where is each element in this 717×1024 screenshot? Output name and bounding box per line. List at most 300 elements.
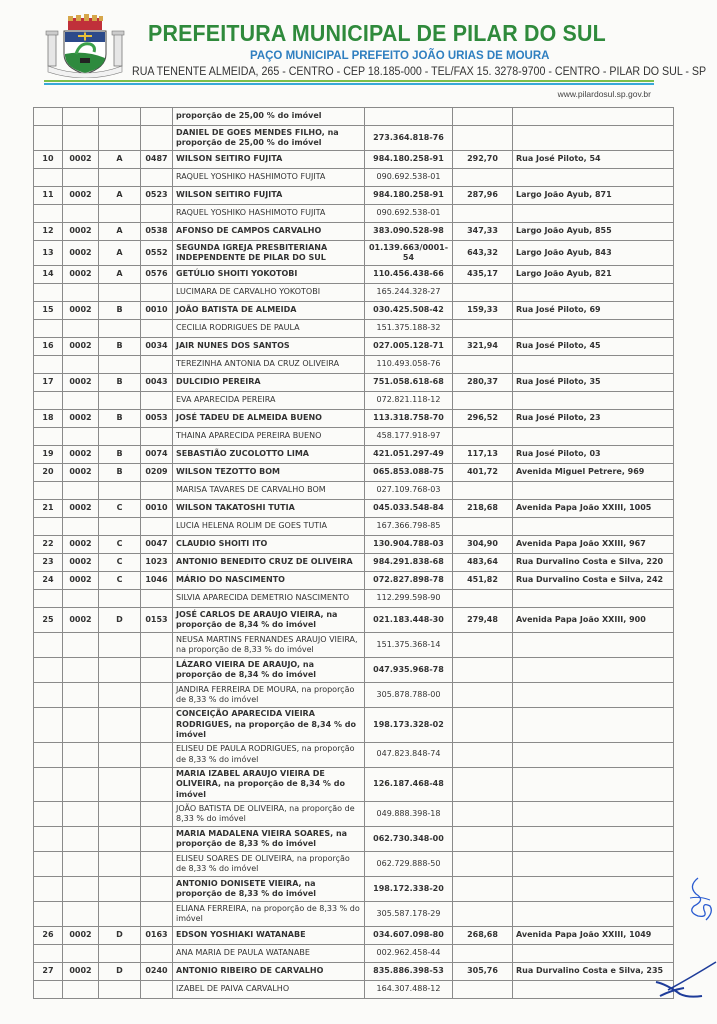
quadra-cell [63, 767, 99, 802]
owner-name: WILSON SEITIRO FUJITA [173, 187, 365, 205]
lote-cell [141, 320, 173, 338]
lote-cell: 0538 [141, 223, 173, 241]
row-number: 24 [34, 572, 63, 590]
cpf-cell: 049.888.398-18 [365, 802, 453, 827]
table-row [34, 554, 674, 572]
address-cell: Rua José Piloto, 54 [513, 151, 674, 169]
address-cell [513, 284, 674, 302]
lote-cell: 0010 [141, 302, 173, 320]
address-cell: Rua José Piloto, 35 [513, 374, 674, 392]
row-number [34, 981, 63, 999]
area-cell [453, 658, 513, 683]
owner-name: IZABEL DE PAIVA CARVALHO [173, 981, 365, 999]
letter-cell: A [99, 241, 141, 266]
table-body [34, 108, 674, 999]
owner-name: AFONSO DE CAMPOS CARVALHO [173, 223, 365, 241]
address-cell: Largo João Ayub, 843 [513, 241, 674, 266]
row-number [34, 320, 63, 338]
table-row [34, 302, 674, 320]
cpf-cell: 167.366.798-85 [365, 518, 453, 536]
owner-name: CONCEIÇÃO APARECIDA VIEIRA RODRIGUES, na proporção de 8,34 % do imóvel [173, 708, 365, 743]
area-cell [453, 590, 513, 608]
row-number: 14 [34, 266, 63, 284]
letter-cell: D [99, 608, 141, 633]
cpf-cell: 065.853.088-75 [365, 464, 453, 482]
quadra-cell [63, 205, 99, 223]
address-cell: Largo João Ayub, 821 [513, 266, 674, 284]
address-cell [513, 590, 674, 608]
quadra-cell [63, 633, 99, 658]
letter-cell: B [99, 302, 141, 320]
website-link[interactable]: www.pilardosul.sp.gov.br [557, 89, 651, 99]
lote-cell [141, 205, 173, 223]
row-number [34, 356, 63, 374]
quadra-cell: 0002 [63, 536, 99, 554]
cpf-cell: 072.827.898-78 [365, 572, 453, 590]
letter-cell [99, 683, 141, 708]
cpf-cell: 01.139.663/0001-54 [365, 241, 453, 266]
area-cell: 643,32 [453, 241, 513, 266]
row-number: 19 [34, 446, 63, 464]
row-number [34, 633, 63, 658]
quadra-cell [63, 852, 99, 877]
letter-cell [99, 356, 141, 374]
table-row [34, 108, 674, 126]
area-cell: 268,68 [453, 927, 513, 945]
row-number: 15 [34, 302, 63, 320]
quadra-cell: 0002 [63, 374, 99, 392]
lote-cell [141, 902, 173, 927]
row-number [34, 482, 63, 500]
quadra-cell [63, 827, 99, 852]
owner-name: SEBASTIÃO ZUCOLOTTO LIMA [173, 446, 365, 464]
cpf-cell: 062.730.348-00 [365, 827, 453, 852]
quadra-cell [63, 658, 99, 683]
lote-cell [141, 108, 173, 126]
area-cell [453, 877, 513, 902]
area-cell: 296,52 [453, 410, 513, 428]
address-cell [513, 708, 674, 743]
lote-cell [141, 852, 173, 877]
lote-cell: 0576 [141, 266, 173, 284]
area-cell [453, 683, 513, 708]
table-row [34, 608, 674, 633]
quadra-cell: 0002 [63, 223, 99, 241]
letter-cell [99, 320, 141, 338]
owner-name: CECILIA RODRIGUES DE PAULA [173, 320, 365, 338]
owner-name: ANA MARIA DE PAULA WATANABE [173, 945, 365, 963]
property-table [33, 107, 674, 999]
table-row [34, 742, 674, 767]
letter-cell [99, 205, 141, 223]
owner-name: ELISEU SOARES DE OLIVEIRA, na proporção de 8,33 % do imóvel [173, 852, 365, 877]
area-cell: 280,37 [453, 374, 513, 392]
letter-cell [99, 767, 141, 802]
row-number [34, 902, 63, 927]
lote-cell: 0043 [141, 374, 173, 392]
lote-cell [141, 482, 173, 500]
table-row [34, 410, 674, 428]
coat-of-arms-icon [44, 14, 126, 78]
quadra-cell: 0002 [63, 554, 99, 572]
address-cell [513, 108, 674, 126]
lote-cell [141, 356, 173, 374]
table-row [34, 963, 674, 981]
owner-name: JANDIRA FERREIRA DE MOURA, na proporção de 8,33 % do imóvel [173, 683, 365, 708]
quadra-cell: 0002 [63, 446, 99, 464]
area-cell [453, 108, 513, 126]
quadra-cell [63, 108, 99, 126]
letter-cell [99, 633, 141, 658]
owner-name: THAINA APARECIDA PEREIRA BUENO [173, 428, 365, 446]
lote-cell: 0487 [141, 151, 173, 169]
letter-cell [99, 518, 141, 536]
letter-cell [99, 802, 141, 827]
table-row [34, 338, 674, 356]
lote-cell [141, 683, 173, 708]
row-number: 10 [34, 151, 63, 169]
address-cell: Largo João Ayub, 871 [513, 187, 674, 205]
cpf-cell: 305.878.788-00 [365, 683, 453, 708]
lote-cell [141, 658, 173, 683]
cpf-cell: 151.375.368-14 [365, 633, 453, 658]
area-cell: 279,48 [453, 608, 513, 633]
table-row [34, 241, 674, 266]
owner-name: LUCIA HELENA ROLIM DE GOES TUTIA [173, 518, 365, 536]
letter-cell: B [99, 410, 141, 428]
lote-cell: 0209 [141, 464, 173, 482]
area-cell [453, 518, 513, 536]
lote-cell [141, 284, 173, 302]
letter-cell [99, 877, 141, 902]
letter-cell [99, 482, 141, 500]
address-cell [513, 852, 674, 877]
divider-blue [44, 83, 654, 85]
row-number: 21 [34, 500, 63, 518]
address-cell [513, 742, 674, 767]
quadra-cell [63, 877, 99, 902]
table-row [34, 802, 674, 827]
lote-cell [141, 518, 173, 536]
cpf-cell: 027.005.128-71 [365, 338, 453, 356]
cpf-cell: 458.177.918-97 [365, 428, 453, 446]
cpf-cell: 164.307.488-12 [365, 981, 453, 999]
cpf-cell: 090.692.538-01 [365, 169, 453, 187]
row-number: 13 [34, 241, 63, 266]
letter-cell: A [99, 223, 141, 241]
row-number [34, 852, 63, 877]
cpf-cell: 030.425.508-42 [365, 302, 453, 320]
area-cell: 305,76 [453, 963, 513, 981]
page-title: PREFEITURA MUNICIPAL DE PILAR DO SUL [148, 20, 606, 46]
row-number [34, 877, 63, 902]
row-number [34, 284, 63, 302]
lote-cell: 0163 [141, 927, 173, 945]
owner-name: GETÚLIO SHOITI YOKOTOBI [173, 266, 365, 284]
row-number [34, 658, 63, 683]
cpf-cell: 110.456.438-66 [365, 266, 453, 284]
cpf-cell: 198.173.328-02 [365, 708, 453, 743]
owner-name: WILSON SEITIRO FUJITA [173, 151, 365, 169]
area-cell [453, 852, 513, 877]
quadra-cell [63, 945, 99, 963]
address-cell [513, 428, 674, 446]
letter-cell: A [99, 151, 141, 169]
row-number: 27 [34, 963, 63, 981]
area-cell [453, 742, 513, 767]
area-cell [453, 827, 513, 852]
quadra-cell [63, 902, 99, 927]
cpf-cell: 021.183.448-30 [365, 608, 453, 633]
cpf-cell: 835.886.398-53 [365, 963, 453, 981]
address-cell [513, 482, 674, 500]
row-number: 16 [34, 338, 63, 356]
lote-cell [141, 742, 173, 767]
lote-cell [141, 126, 173, 151]
address-cell: Avenida Papa João XXIII, 1005 [513, 500, 674, 518]
cpf-cell: 027.109.768-03 [365, 482, 453, 500]
quadra-cell [63, 284, 99, 302]
row-number [34, 169, 63, 187]
quadra-cell [63, 320, 99, 338]
quadra-cell [63, 683, 99, 708]
row-number [34, 518, 63, 536]
owner-name: SILVIA APARECIDA DEMETRIO NASCIMENTO [173, 590, 365, 608]
row-number: 17 [34, 374, 63, 392]
row-number [34, 428, 63, 446]
lote-cell [141, 392, 173, 410]
address-line: RUA TENENTE ALMEIDA, 265 - CENTRO - CEP 18.185-000 - TEL/FAX 15. 3278-9700 - CENTRO - PILAR DO SUL - SP [132, 64, 707, 78]
address-cell [513, 518, 674, 536]
owner-name: JOÃO BATISTA DE OLIVEIRA, na proporção de 8,33 % do imóvel [173, 802, 365, 827]
address-cell [513, 683, 674, 708]
owner-name: LUCIMARA DE CARVALHO YOKOTOBI [173, 284, 365, 302]
table-row [34, 945, 674, 963]
address-cell [513, 356, 674, 374]
quadra-cell: 0002 [63, 302, 99, 320]
owner-name: ELISEU DE PAULA RODRIGUES, na proporção de 8,33 % do imóvel [173, 742, 365, 767]
signature-initials [684, 876, 714, 924]
lote-cell [141, 708, 173, 743]
area-cell [453, 205, 513, 223]
address-cell [513, 169, 674, 187]
letter-cell: D [99, 927, 141, 945]
letter-cell: A [99, 266, 141, 284]
area-cell: 435,17 [453, 266, 513, 284]
lote-cell: 0010 [141, 500, 173, 518]
address-cell: Avenida Papa João XXIII, 967 [513, 536, 674, 554]
quadra-cell [63, 482, 99, 500]
address-cell: Rua José Piloto, 45 [513, 338, 674, 356]
area-cell [453, 126, 513, 151]
owner-name: MARIA MADALENA VIEIRA SOARES, na proporção de 8,33 % do imóvel [173, 827, 365, 852]
lote-cell: 1023 [141, 554, 173, 572]
quadra-cell: 0002 [63, 500, 99, 518]
table-row [34, 708, 674, 743]
area-cell [453, 482, 513, 500]
quadra-cell: 0002 [63, 608, 99, 633]
letter-cell: B [99, 446, 141, 464]
address-cell: Largo João Ayub, 855 [513, 223, 674, 241]
area-cell [453, 428, 513, 446]
table-row [34, 683, 674, 708]
area-cell [453, 284, 513, 302]
table-row [34, 927, 674, 945]
quadra-cell: 0002 [63, 338, 99, 356]
quadra-cell: 0002 [63, 410, 99, 428]
quadra-cell: 0002 [63, 572, 99, 590]
lote-cell [141, 802, 173, 827]
area-cell [453, 981, 513, 999]
cpf-cell: 002.962.458-44 [365, 945, 453, 963]
quadra-cell [63, 392, 99, 410]
quadra-cell: 0002 [63, 464, 99, 482]
owner-name: EDSON YOSHIAKI WATANABE [173, 927, 365, 945]
area-cell [453, 169, 513, 187]
quadra-cell: 0002 [63, 963, 99, 981]
row-number: 25 [34, 608, 63, 633]
row-number [34, 708, 63, 743]
quadra-cell [63, 802, 99, 827]
letter-cell: B [99, 374, 141, 392]
area-cell [453, 802, 513, 827]
table-row [34, 827, 674, 852]
letter-cell [99, 126, 141, 151]
cpf-cell: 151.375.188-32 [365, 320, 453, 338]
quadra-cell [63, 428, 99, 446]
owner-name: MÁRIO DO NASCIMENTO [173, 572, 365, 590]
lote-cell [141, 633, 173, 658]
cpf-cell: 305.587.178-29 [365, 902, 453, 927]
letter-cell [99, 169, 141, 187]
owner-name: CLAUDIO SHOITI ITO [173, 536, 365, 554]
cpf-cell: 090.692.538-01 [365, 205, 453, 223]
lote-cell [141, 590, 173, 608]
area-cell [453, 945, 513, 963]
area-cell: 117,13 [453, 446, 513, 464]
row-number [34, 683, 63, 708]
address-cell: Rua José Piloto, 69 [513, 302, 674, 320]
table-row [34, 126, 674, 151]
cpf-cell: 047.935.968-78 [365, 658, 453, 683]
owner-name: ANTONIO DONISETE VIEIRA, na proporção de 8,33 % do imóvel [173, 877, 365, 902]
table-row [34, 205, 674, 223]
quadra-cell [63, 590, 99, 608]
letter-cell: D [99, 963, 141, 981]
owner-name: WILSON TEZOTTO BOM [173, 464, 365, 482]
letter-cell: C [99, 554, 141, 572]
cpf-cell: 984.180.258-91 [365, 151, 453, 169]
cpf-cell: 273.364.818-76 [365, 126, 453, 151]
letter-cell [99, 428, 141, 446]
lote-cell: 0034 [141, 338, 173, 356]
area-cell: 304,90 [453, 536, 513, 554]
table-row [34, 284, 674, 302]
address-cell [513, 126, 674, 151]
letter-cell [99, 708, 141, 743]
letter-cell: B [99, 464, 141, 482]
quadra-cell [63, 518, 99, 536]
owner-name: ANTONIO RIBEIRO DE CARVALHO [173, 963, 365, 981]
letter-cell [99, 284, 141, 302]
table-row [34, 877, 674, 902]
address-cell [513, 802, 674, 827]
owner-name: JOSÉ TADEU DE ALMEIDA BUENO [173, 410, 365, 428]
page-subtitle: PAÇO MUNICIPAL PREFEITO JOÃO URIAS DE MOURA [250, 50, 550, 62]
cpf-cell: 130.904.788-03 [365, 536, 453, 554]
quadra-cell [63, 169, 99, 187]
address-cell [513, 902, 674, 927]
table-row [34, 151, 674, 169]
area-cell: 287,96 [453, 187, 513, 205]
row-number: 18 [34, 410, 63, 428]
cpf-cell: 421.051.297-49 [365, 446, 453, 464]
letter-cell: B [99, 338, 141, 356]
cpf-cell: 113.318.758-70 [365, 410, 453, 428]
table-row [34, 902, 674, 927]
owner-name: RAQUEL YOSHIKO HASHIMOTO FUJITA [173, 205, 365, 223]
owner-name: DANIEL DE GOES MENDES FILHO, na proporção de 25,00 % do imóvel [173, 126, 365, 151]
table-row [34, 266, 674, 284]
letter-cell [99, 981, 141, 999]
row-number [34, 108, 63, 126]
area-cell: 401,72 [453, 464, 513, 482]
row-number [34, 742, 63, 767]
table-row [34, 187, 674, 205]
quadra-cell [63, 708, 99, 743]
letter-cell [99, 945, 141, 963]
address-cell: Rua Durvalino Costa e Silva, 242 [513, 572, 674, 590]
lote-cell [141, 827, 173, 852]
row-number: 20 [34, 464, 63, 482]
row-number [34, 827, 63, 852]
address-cell: Rua Durvalino Costa e Silva, 235 [513, 963, 674, 981]
signature-mark [650, 960, 717, 1000]
owner-name: DULCIDIO PEREIRA [173, 374, 365, 392]
area-cell [453, 902, 513, 927]
letter-cell [99, 902, 141, 927]
cpf-cell: 984.291.838-68 [365, 554, 453, 572]
lote-cell: 0523 [141, 187, 173, 205]
table-row [34, 852, 674, 877]
area-cell: 451,82 [453, 572, 513, 590]
table-row [34, 464, 674, 482]
address-cell: Rua José Piloto, 23 [513, 410, 674, 428]
cpf-cell: 198.172.338-20 [365, 877, 453, 902]
table-row [34, 500, 674, 518]
owner-name: EVA APARECIDA PEREIRA [173, 392, 365, 410]
table-row [34, 169, 674, 187]
table-row [34, 428, 674, 446]
area-cell [453, 633, 513, 658]
quadra-cell: 0002 [63, 151, 99, 169]
row-number: 22 [34, 536, 63, 554]
row-number: 23 [34, 554, 63, 572]
cpf-cell [365, 108, 453, 126]
table-row [34, 767, 674, 802]
row-number [34, 126, 63, 151]
area-cell: 347,33 [453, 223, 513, 241]
row-number [34, 590, 63, 608]
address-cell: Avenida Papa João XXIII, 900 [513, 608, 674, 633]
row-number [34, 945, 63, 963]
cpf-cell: 751.058.618-68 [365, 374, 453, 392]
area-cell [453, 320, 513, 338]
lote-cell: 0074 [141, 446, 173, 464]
lote-cell [141, 767, 173, 802]
area-cell [453, 708, 513, 743]
address-cell [513, 827, 674, 852]
